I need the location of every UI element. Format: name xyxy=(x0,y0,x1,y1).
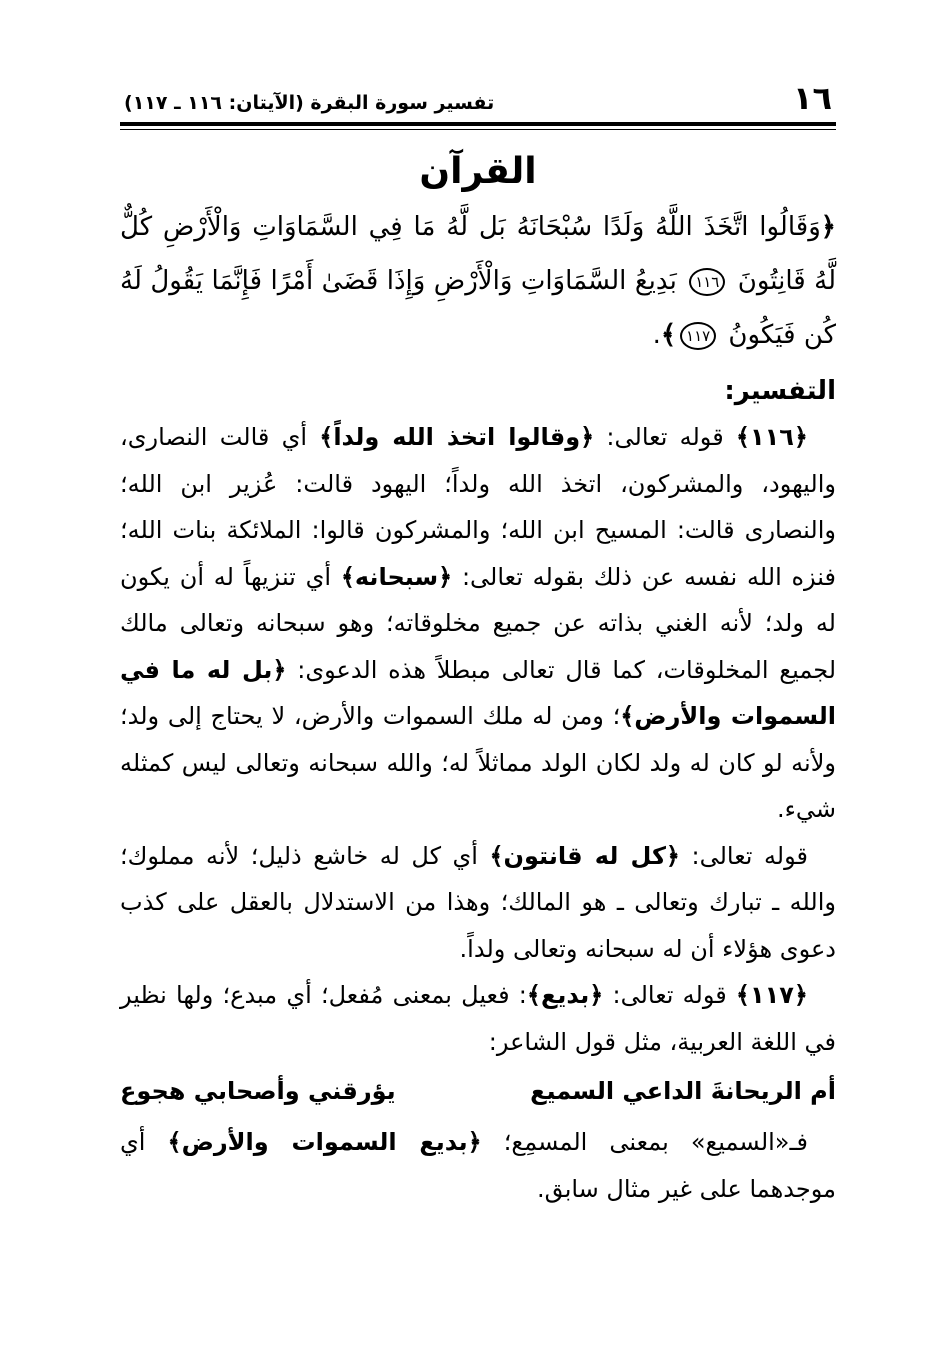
text-run: أي تنزيهاً له أن يكون له ولد؛ لأنه الغني بذاته عن جميع مخلوقاته؛ وهو سبحانه وتعالى مالك لجميع المخلوقات، كما قال تعالى مبطلاً هذه الدعوى: xyxy=(120,562,837,684)
verse-117-text: بَدِيعُ السَّمَاوَاتِ وَالْأَرْضِ وَإِذَا قَضَىٰ أَمْرًا فَإِنَّمَا يَقُولُ لَهُ كُن فَيَكُونُ xyxy=(120,266,836,350)
verse-number-117: ١١٧ xyxy=(680,322,716,350)
text-run: ؛ ومن له ملك السموات والأرض، لا يحتاج إلى ولد؛ ولأنه لو كان له ولد لكان الولد مماثلاً له؛ والله سبحانه وتعالى ليس كمثله شيء. xyxy=(120,702,836,823)
quote-heavens-earth: ﴿بل له ما في السموات والأرض﴾ xyxy=(120,655,836,730)
text-run: أي كل له خاشع ذليل؛ لأنه مملوك؛ والله ـ تبارك وتعالى ـ هو المالك؛ وهذا من الاستدلال بالعقل على كذب دعوى هؤلاء أن له سبحانه وتعالى ولداً. xyxy=(120,841,836,963)
tafsir-paragraph-116 xyxy=(120,414,836,833)
quote-subhanahu: ﴿سبحانه﴾ xyxy=(340,562,453,591)
text-run: أي قالت النصارى، واليهود، والمشركون، اتخذ الله ولداً؛ اليهود قالت: عُزير ابن الله؛ والنصارى قالت: المسيح ابن الله؛ والمشركون قالوا: الملائكة بنات الله؛ فنزه الله نفسه عن ذلك بقوله تعالى: xyxy=(120,423,837,591)
tafsir-paragraph-117 xyxy=(120,972,836,1065)
verse-end-dot: . xyxy=(652,320,661,350)
poetry-hemistich-second: يؤرقني وأصحابي هجوع xyxy=(120,1077,396,1105)
verse-number-116: ١١٦ xyxy=(689,268,725,296)
tafsir-paragraph-samee xyxy=(120,1119,836,1212)
page-number: ١٦ xyxy=(792,79,832,117)
tafsir-section-title: التفسير: xyxy=(724,376,836,406)
quran-section-title: القرآن xyxy=(419,151,537,192)
verse-ref-117: ﴿١١٧﴾ xyxy=(735,981,808,1009)
quote-badi-heavens: ﴿بديع السموات والأرض﴾ xyxy=(167,1128,482,1156)
quote-qanitun: ﴿كل له قانتون﴾ xyxy=(489,841,680,870)
text-run: قوله تعالى: xyxy=(594,423,736,451)
text-run: قوله تعالى: xyxy=(603,981,736,1009)
text-run: أي موجدهما على غير مثال سابق. xyxy=(120,1128,836,1203)
verse-116-text: وَقَالُوا اتَّخَذَ اللَّهُ وَلَدًا سُبْحَانَهُ بَل لَّهُ مَا فِي السَّمَاوَاتِ وَالْأَرْضِ كُلٌّ لَّهُ قَانِتُونَ xyxy=(120,212,837,296)
verse-close-bracket: ﴾ xyxy=(660,320,677,350)
text-run: قوله تعالى: xyxy=(680,841,808,870)
quote-they-said: ﴿وقالوا اتخذ الله ولداً﴾ xyxy=(319,423,595,451)
poetry-line xyxy=(120,1067,836,1115)
tafsir-paragraph-qanitun xyxy=(120,833,836,973)
header-rule-thick xyxy=(120,122,836,126)
text-run: : فعيل بمعنى مُفعل؛ أي مبدع؛ ولها نظير في اللغة العربية، مثل قول الشاعر: xyxy=(120,981,836,1056)
quran-verses xyxy=(120,200,836,362)
quote-badi: ﴿بديع﴾ xyxy=(526,981,604,1009)
poetry-hemistich-first: أم الريحانةَ الداعي السميع xyxy=(530,1077,836,1105)
running-title: تفسير سورة البقرة (الآيتان: ١١٦ ـ ١١٧) xyxy=(124,92,495,114)
text-run: فـ«السميع» بمعنى المسمِع؛ xyxy=(481,1128,808,1156)
document-page xyxy=(120,74,836,1212)
verse-open-bracket: ﴿ xyxy=(820,212,836,242)
page-header xyxy=(120,74,836,118)
header-rule-thin xyxy=(120,129,836,130)
verse-ref-116: ﴿١١٦﴾ xyxy=(735,423,808,451)
